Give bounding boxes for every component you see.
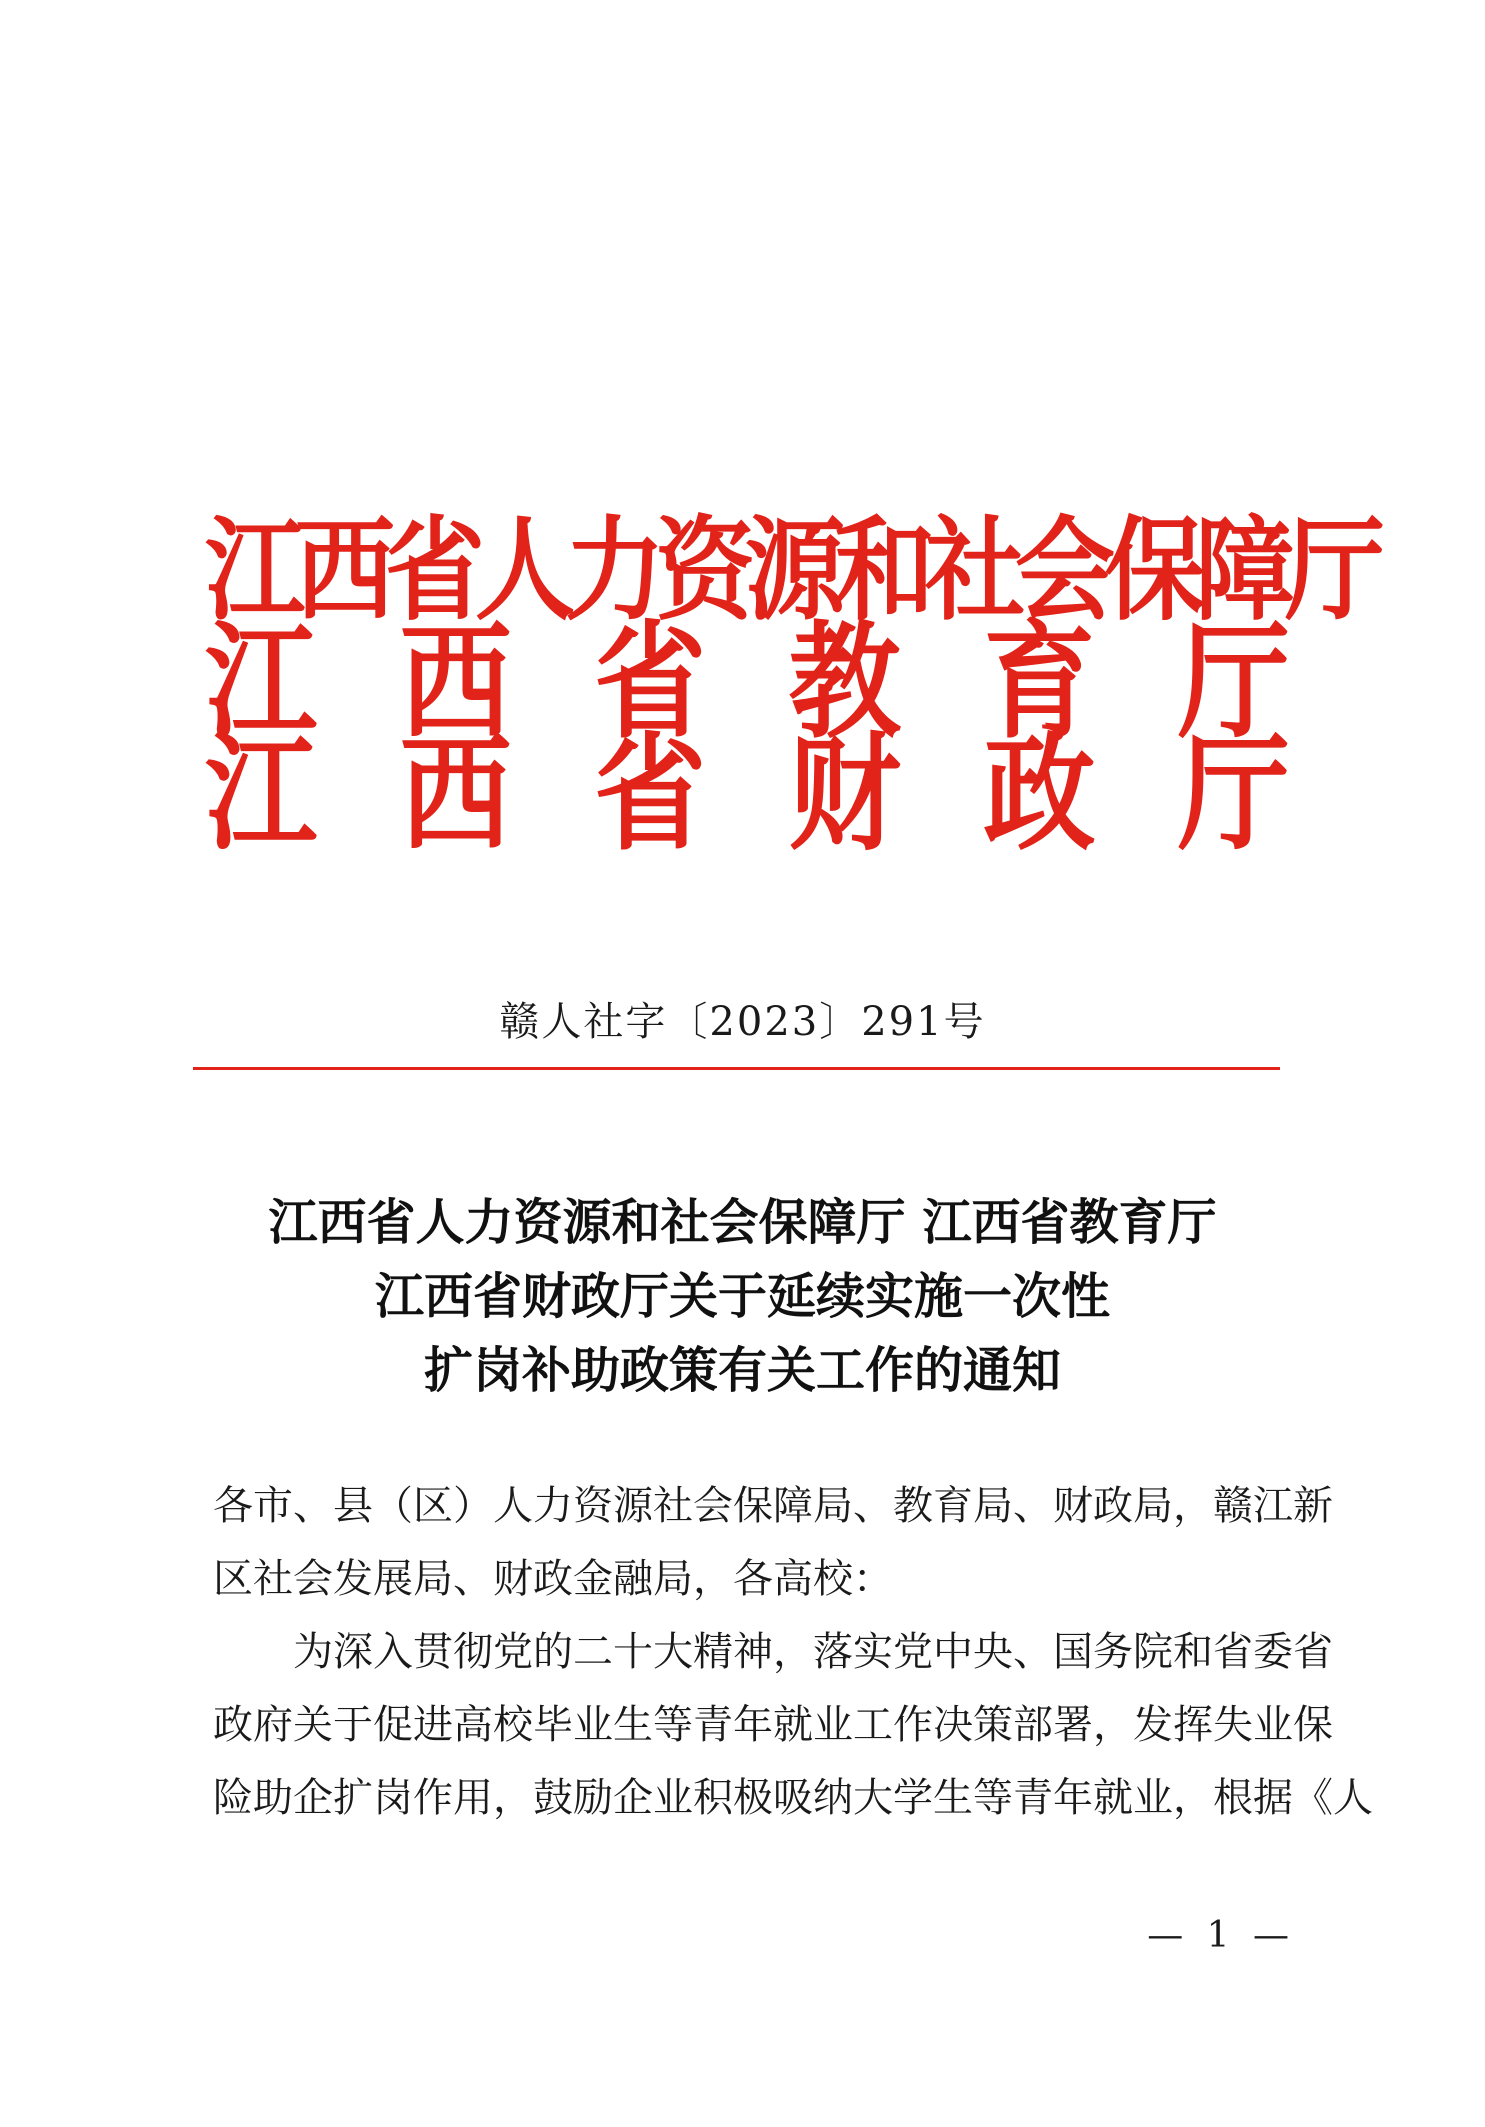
header-char: 省 [594,610,707,756]
title-line: 江西省人力资源和社会保障厅 江西省教育厅 [268,1193,1217,1251]
header-char: 社 [925,504,1025,636]
page-number: — 1 — [1147,1915,1295,1956]
header-line-hrss [205,504,1385,636]
document-number: 赣人社字〔2023〕291号 [499,999,986,1045]
header-char: 江 [205,504,305,636]
header-char: 源 [745,504,845,636]
header-char: 江 [205,722,317,868]
addressee-line: 区社会发展局、财政金融局，各高校： [213,1556,893,1602]
header-char: 江 [205,610,317,756]
header-char: 省 [385,504,485,636]
red-divider [193,1067,1280,1070]
paragraph-line: 为深入贯彻党的二十大精神，落实党中央、国务院和省委省 [293,1629,1333,1675]
header-char: 厅 [1285,504,1385,636]
issuing-authority-header [205,504,1385,868]
title-line: 扩岗补助政策有关工作的通知 [423,1341,1061,1399]
header-char: 政 [983,722,1096,868]
addressee-line: 各市、县（区）人力资源社会保障局、教育局、财政局，赣江新 [213,1483,1333,1529]
paragraph-line: 政府关于促进高校毕业生等青年就业工作决策部署，发挥失业保 [213,1702,1333,1748]
header-char: 人 [475,504,575,636]
header-char: 省 [594,722,707,868]
header-line-education [205,610,1290,756]
header-char: 西 [399,610,512,756]
header-char: 会 [1015,504,1115,636]
document-body [213,1470,1373,1835]
header-char: 西 [295,504,395,636]
header-char: 财 [788,722,901,868]
header-char: 障 [1195,504,1295,636]
document-title [0,1185,1485,1407]
paragraph-line: 险助企扩岗作用，鼓励企业积极吸纳大学生等青年就业，根据《人 [213,1775,1373,1821]
header-char: 教 [788,610,901,756]
title-line: 江西省财政厅关于延续实施一次性 [374,1267,1110,1325]
header-char: 保 [1105,504,1205,636]
header-char: 资 [655,504,755,636]
header-char: 厅 [1177,722,1290,868]
header-char: 厅 [1177,610,1290,756]
header-char: 和 [835,504,935,636]
header-line-finance [205,722,1290,868]
header-char: 力 [565,504,665,636]
header-char: 育 [983,610,1096,756]
header-char: 西 [399,722,512,868]
